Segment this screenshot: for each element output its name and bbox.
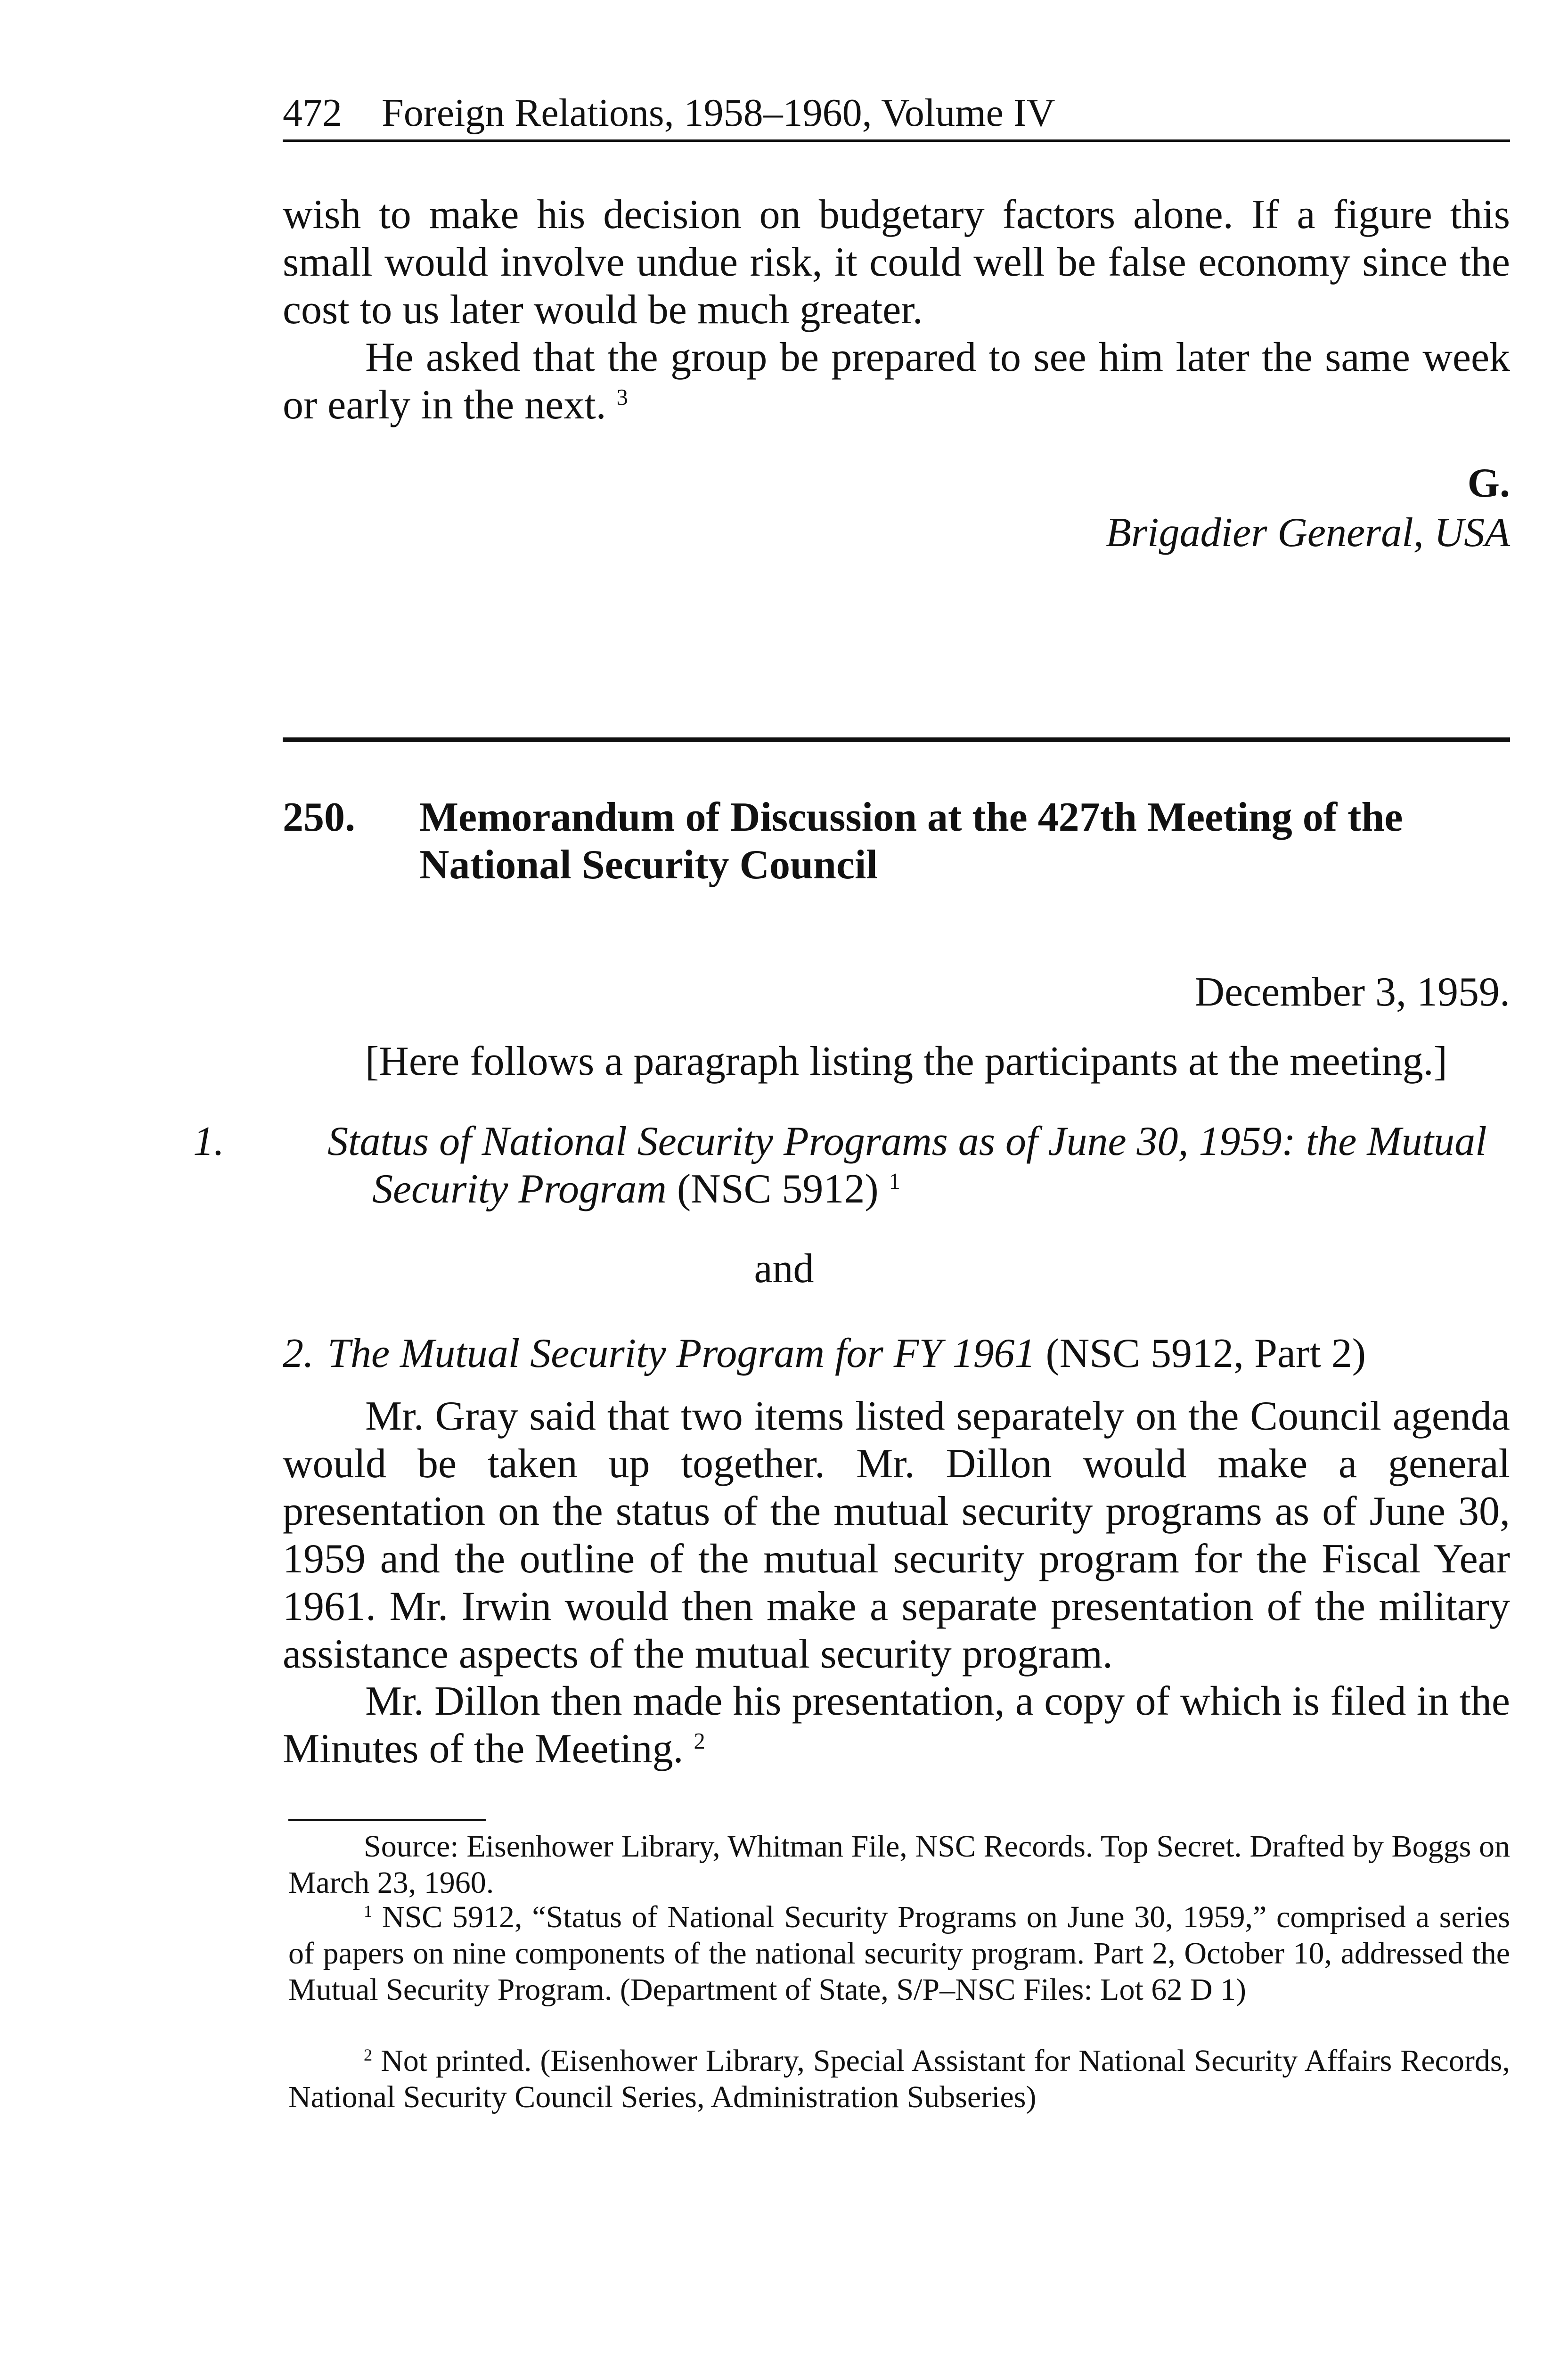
body-paragraph-2 — [283, 1677, 1510, 1773]
document-number: 250. — [283, 794, 355, 840]
body-paragraph-1 — [283, 1392, 1510, 1678]
document-title: Memorandum of Discussion at the 427th Meeting of the National Security Council — [419, 794, 1403, 888]
agenda-item-1-number: 1. — [193, 1119, 224, 1164]
footnote-ref-3: 3 — [616, 384, 628, 410]
followup-text: He asked that the group be prepared to see him later the same week or early in the next. — [283, 335, 1510, 428]
agenda-item-2-ref: (NSC 5912, Part 2) — [1035, 1331, 1366, 1376]
agenda-item-2 — [283, 1330, 1510, 1377]
carryover-paragraph — [283, 191, 1510, 334]
footnote-1 — [288, 1899, 1510, 2008]
source-note-text: Source: Eisenhower Library, Whitman File, NSC Records. Top Secret. Drafted by Boggs on March 23, 1960. — [288, 1829, 1510, 1900]
footnote-2 — [288, 2043, 1510, 2115]
footnote-ref-2: 2 — [694, 1728, 705, 1754]
agenda-item-2-number: 2. — [283, 1331, 314, 1376]
footnote-1-text: NSC 5912, “Status of National Security Programs on June 30, 1959,” comprised a series of papers on nine components of the national security program. Part 2, October 10, addressed the Mutual Security Program. (Department of State, S/P–NSC Files: Lot 62 D 1) — [288, 1900, 1510, 2007]
conjunction: and — [754, 1246, 814, 1292]
carryover-text: wish to make his decision on budgetary factors alone. If a figure this small would involve undue risk, it could well be false economy since the cost to us later would be much greater. — [283, 192, 1510, 333]
editorial-note: [Here follows a paragraph listing the participants at the meeting.] — [365, 1039, 1447, 1084]
followup-paragraph — [283, 334, 1510, 429]
agenda-item-1 — [193, 1118, 1510, 1213]
source-note — [288, 1828, 1510, 1901]
footnote-rule — [288, 1819, 486, 1821]
footnote-1-mark: 1 — [364, 1902, 373, 1921]
running-head: 472 Foreign Relations, 1958–1960, Volume IV — [283, 91, 1055, 135]
signature-initial: G. — [1467, 460, 1510, 506]
section-divider — [283, 737, 1510, 742]
signature-title: Brigadier General, USA — [1106, 510, 1510, 556]
agenda-item-1-title: Status of National Security Programs as of June 30, 1959: the Mutual Security Program — [327, 1119, 1487, 1212]
body-paragraph-2-text: Mr. Dillon then made his presentation, a copy of which is filed in the Minutes of the Meeting. — [283, 1678, 1510, 1772]
agenda-item-1-ref: (NSC 5912) — [666, 1166, 879, 1212]
body-paragraph-1-text: Mr. Gray said that two items listed separately on the Council agenda would be taken up together. Mr. Dillon would make a general presentation on the status of the mutual security programs as of June 30, 1959 and the outline of the mutual security program for the Fiscal Year 1961. Mr. Irwin would then make a separate presentation of the military assistance aspects of the mutual security program. — [283, 1393, 1510, 1677]
footnote-2-text: Not printed. (Eisenhower Library, Special Assistant for National Security Affairs Records, National Security Council Series, Administration Subseries) — [288, 2044, 1510, 2114]
agenda-item-2-title: The Mutual Security Program for FY 1961 — [327, 1331, 1036, 1376]
footnote-ref-1: 1 — [889, 1169, 900, 1194]
header-rule — [283, 139, 1510, 142]
footnote-2-mark: 2 — [364, 2045, 373, 2065]
document-date: December 3, 1959. — [1194, 969, 1510, 1015]
